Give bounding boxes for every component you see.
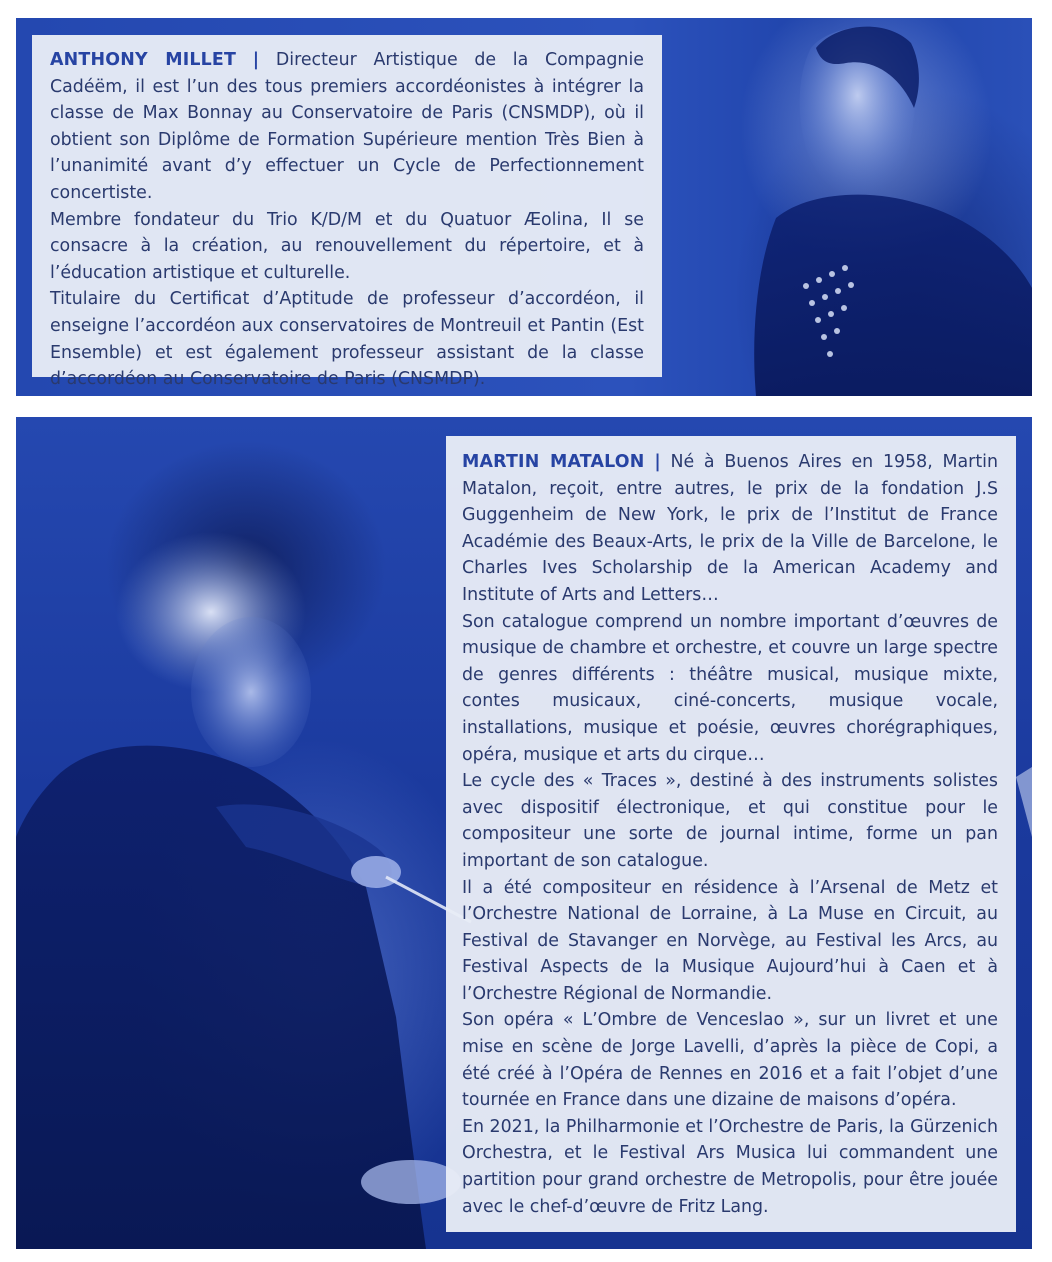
matalon-bio-box xyxy=(446,436,1016,1232)
matalon-name: MARTIN MATALON xyxy=(462,452,645,472)
matalon-separator: | xyxy=(654,452,661,472)
matalon-bio-paragraph-4: Il a été compositeur en résidence à l’Arsenal de Metz et l’Orchestre National de Lorraine, à La Muse en Circuit, au Festival de Stavanger en Norvège, au Festival les Arcs, au Festival Aspects de la Musique Aujourd’hui à Caen et à l’Orchestre Régional de Normandie. xyxy=(462,877,998,1004)
matalon-bio-paragraph-3: Le cycle des « Traces », destiné à des instruments solistes avec dispositif électronique, et qui constitue pour le compositeur une sorte de journal intime, forme un pan important de son catalogue. xyxy=(462,771,998,871)
matalon-bio-paragraph-6: En 2021, la Philharmonie et l’Orchestre de Paris, la Gürzenich Orchestra, et le Festival Ars Musica lui commandent une partition pour grand orchestre de Metropolis, pour être jouée avec le chef-d’œuvre de Fritz Lang. xyxy=(462,1116,998,1217)
millet-bio-box xyxy=(32,35,662,390)
millet-separator: | xyxy=(252,50,260,70)
matalon-bio-paragraph-5: Son opéra « L’Ombre de Venceslao », sur un livret et une mise en scène de Jorge Lavelli, d’après la pièce de Copi, a été créé à l’Opéra de Rennes en 2016 et a fait l’objet d’une tournée en France dans une dizaine de maisons d’opéra. xyxy=(462,1010,998,1111)
matalon-photo-panel xyxy=(16,417,1032,1249)
millet-name: ANTHONY MILLET xyxy=(50,50,237,70)
matalon-bio-paragraph-2: Son catalogue comprend un nombre important d’œuvres de musique de chambre et orchestre, et couvre un large spectre de genres différents : théâtre musical, musique mixte, contes musicaux, ciné-concerts, musique vocale, installations, musique et poésie, œuvres chorégraphiques, opéra, musique et arts du cirque… xyxy=(462,611,998,765)
millet-bio-paragraph-2: Membre fondateur du Trio K/D/M et du Quatuor Æolina, Il se consacre à la création, au renouvellement du répertoire, et à l’éducation artistique et culturelle. xyxy=(50,209,644,283)
millet-bio-paragraph-3: Titulaire du Certificat d’Aptitude de professeur d’accordéon, il enseigne l’accordéon aux conservatoires de Montreuil et Pantin (Est Ensemble) et est également professeur assistant de la classe d’accordéon au Conservatoire de Paris (CNSMDP). xyxy=(50,289,644,390)
millet-bio-paragraph-1 xyxy=(50,47,644,207)
millet-photo-panel xyxy=(16,18,1032,396)
matalon-bio-text-1: Né à Buenos Aires en 1958, Martin Matalon, reçoit, entre autres, le prix de la fondation J.S Guggenheim de New York, le prix de l’Institut de France Académie des Beaux-Arts, le prix de la Ville de Barcelone, le Charles Ives Scholarship de la American Academy and Institute of Arts and Letters… xyxy=(462,452,998,605)
millet-bio-text-1: Directeur Artistique de la Compagnie Cadéëm, il est l’un des tous premiers accordéonistes à intégrer la classe de Max Bonnay au Conservatoire de Paris (CNSMDP), où il obtient son Diplôme de Formation Supérieure mention Très Bien à l’unanimité avant d’y effectuer un Cycle de Perfectionnement concertiste. xyxy=(50,50,644,203)
matalon-bio-paragraph-1 xyxy=(462,449,998,609)
